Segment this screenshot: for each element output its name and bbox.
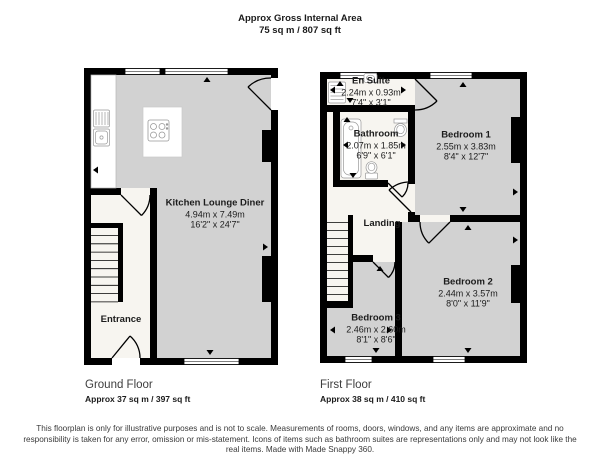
ground-floor-caption bbox=[85, 379, 190, 404]
gross-area-value: 75 sq m / 807 sq ft bbox=[259, 24, 341, 36]
floor-area: Approx 38 sq m / 410 sq ft bbox=[320, 394, 426, 404]
room-label-kitchen: Kitchen Lounge Diner 4.94m x 7.49m 16'2" x 24'7" bbox=[165, 197, 265, 230]
page-title-block bbox=[0, 13, 600, 37]
chimney-breast bbox=[511, 117, 520, 163]
sink-icon bbox=[94, 129, 110, 146]
side-door-opening bbox=[271, 78, 278, 110]
chimney-breast bbox=[262, 130, 271, 162]
floor-name: First Floor bbox=[320, 379, 372, 391]
room-label-bedroom1: Bedroom 1 2.55m x 3.83m 8'4" x 12'7" bbox=[436, 129, 496, 162]
room-label-ensuite: En Suite 2.24m x 0.93m 7'4" x 3'1" bbox=[341, 75, 401, 108]
first-floor-plan bbox=[320, 72, 527, 363]
chimney-breast bbox=[511, 265, 520, 303]
window bbox=[184, 359, 239, 365]
toilet-icon bbox=[366, 162, 378, 179]
hob-icon bbox=[148, 120, 169, 141]
window bbox=[125, 69, 160, 75]
ground-floor-plan bbox=[84, 68, 278, 365]
room-label-bedroom3: Bedroom 3 2.46m x 2.60m 8'1" x 8'6" bbox=[346, 312, 406, 345]
room-label-landing: Landing bbox=[363, 217, 401, 229]
floor-name: Ground Floor bbox=[85, 379, 153, 391]
window bbox=[165, 69, 228, 75]
floor-area: Approx 37 sq m / 397 sq ft bbox=[85, 394, 191, 404]
room-label-bathroom: Bathroom 2.07m x 1.85m 6'9" x 6'1" bbox=[346, 128, 406, 161]
window bbox=[430, 73, 472, 79]
room-label-bedroom2: Bedroom 2 2.44m x 3.57m 8'0" x 11'9" bbox=[438, 276, 498, 309]
kitchen-island bbox=[143, 107, 182, 157]
window bbox=[345, 357, 372, 363]
front-door-opening bbox=[112, 358, 140, 365]
disclaimer-text: This floorplan is only for illustrative purposes and is not to scale. Measurements of rooms, doors, windows, and any items are approximate and no responsibility is taken for any error, omission or mis-statement. Icons of items such as bathroom suites are representations only and may not look like the real items. Made with Made Snappy 360. bbox=[23, 424, 577, 455]
drainer-icon bbox=[94, 110, 110, 127]
chimney-breast bbox=[262, 256, 271, 302]
gross-area-title: Approx Gross Internal Area bbox=[238, 13, 362, 24]
window bbox=[433, 357, 465, 363]
room-label-entrance: Entrance bbox=[100, 313, 142, 325]
first-floor-caption bbox=[320, 379, 425, 404]
